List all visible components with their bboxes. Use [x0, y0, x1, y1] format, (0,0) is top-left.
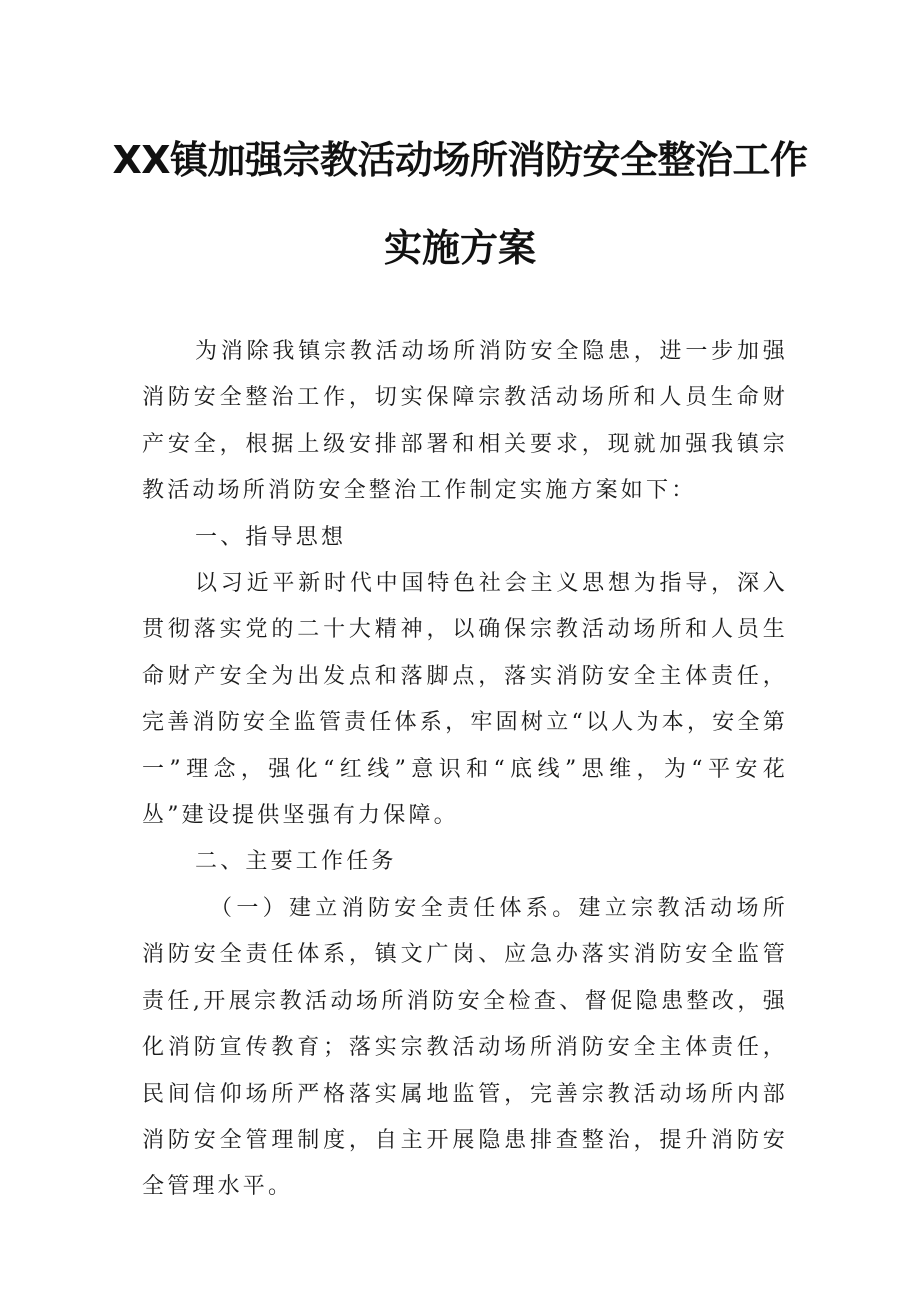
document-title-line1: XX镇加强宗教活动场所消防安全整治工作 [112, 138, 808, 182]
section-heading-main-tasks: 二、主要工作任务 [195, 849, 397, 875]
intro-paragraph: 为消除我镇宗教活动场所消防安全隐患，进一步加强消防安全整治工作，切实保障宗教活动场所和人员生命财产安全，根据上级安排部署和相关要求，现就加强我镇宗教活动场所消防安全整治工作制定实施方案如下： [142, 339, 788, 504]
document-body [142, 329, 788, 1211]
document-title-line2: 实施方案 [383, 226, 536, 270]
guiding-ideology-paragraph: 以习近平新时代中国特色社会主义思想为指导，深入贯彻落实党的二十大精神，以确保宗教活动场所和人员生命财产安全为出发点和落脚点，落实消防安全主体责任，完善消防安全监管责任体系，牢固树立“以人为本，安全第一”理念，强化“红线”意识和“底线”思维，为“平安花丛”建设提供坚强有力保障。 [142, 571, 788, 829]
task-one-paragraph: （一）建立消防安全责任体系。建立宗教活动场所消防安全责任体系，镇文广岗、应急办落实消防安全监管责任,开展宗教活动场所消防安全检查、督促隐患整改，强化消防宣传教育；落实宗教活动场所消防安全主体责任，民间信仰场所严格落实属地监管，完善宗教活动场所内部消防安全管理制度，自主开展隐患排查整治，提升消防安全管理水平。 [142, 895, 788, 1200]
section-heading-guiding-ideology: 一、指导思想 [195, 524, 347, 550]
